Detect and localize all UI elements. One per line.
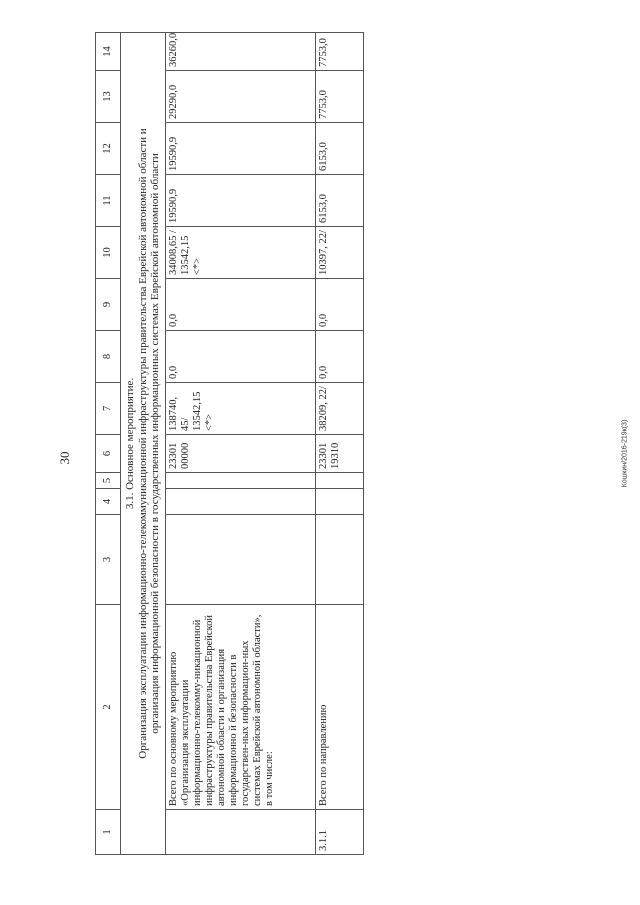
page-number: 30 [57, 451, 72, 465]
cell: 0,0 [165, 279, 315, 331]
col-header: 5 [96, 473, 121, 489]
col-header: 6 [96, 435, 121, 473]
cell: 7753,0 [315, 33, 363, 71]
table-row [165, 33, 315, 855]
section-heading [121, 33, 166, 855]
cell [315, 515, 363, 605]
budget-table [95, 32, 364, 855]
section-heading-row [121, 33, 166, 855]
col-header: 8 [96, 331, 121, 383]
cell: 36260,0 [165, 33, 315, 71]
cell: 0,0 [165, 331, 315, 383]
col-header: 14 [96, 33, 121, 71]
cell [165, 515, 315, 605]
cell [165, 489, 315, 515]
col-header: 2 [96, 605, 121, 810]
cell: 19590,9 [165, 123, 315, 175]
cell: 7753,0 [315, 71, 363, 123]
col-header: 4 [96, 489, 121, 515]
section-title: 3.1. Основное мероприятие. [124, 377, 136, 510]
col-header: 1 [96, 810, 121, 855]
cell: 138740, 45/ 13542,15 <*> [165, 383, 315, 435]
section-line-1: Организация эксплуатации информационно-телекоммуникационной инфраструктуры правительства Еврейской автономной области и [136, 128, 149, 759]
cell [315, 473, 363, 489]
cell: 38209, 22/ [315, 383, 363, 435]
cell [165, 473, 315, 489]
cell: 6153,0 [315, 123, 363, 175]
cell [315, 489, 363, 515]
col-header: 11 [96, 175, 121, 227]
rotated-table-wrapper [95, 32, 523, 855]
col-header: 3 [96, 515, 121, 605]
cell: 0,0 [315, 331, 363, 383]
cell: 0,0 [315, 279, 363, 331]
section-line-2: организация информационной безопасности в государственных информационных системах Еврейской автономной области [149, 153, 162, 734]
cell-code [165, 810, 315, 855]
table-row [315, 33, 363, 855]
cell-code: 3.1.1 [315, 810, 363, 855]
cell: 29290,0 [165, 71, 315, 123]
cell: 19590,9 [165, 175, 315, 227]
cell: 10397, 22/ [315, 227, 363, 279]
col-header: 9 [96, 279, 121, 331]
cell: 23301 19310 [315, 435, 363, 473]
header-row [96, 33, 121, 855]
footer-code: Кошкин/2016-219к(3) [621, 419, 629, 488]
col-header: 10 [96, 227, 121, 279]
cell-name: Всего по основному мероприятию «Организация эксплуатации информационно-телекомму-никационной инфраструктуры правительства Еврейской автономной области и организация информационно й безопасности в государствен-ных информацион-ных системах Еврейской автономной области», в том числе: [165, 605, 315, 810]
cell-name: Всего по направлению [315, 605, 363, 810]
cell: 34008,65 / 13542,15 <*> [165, 227, 315, 279]
col-header: 13 [96, 71, 121, 123]
col-header: 7 [96, 383, 121, 435]
col-header: 12 [96, 123, 121, 175]
cell: 6153,0 [315, 175, 363, 227]
cell: 23301 00000 [165, 435, 315, 473]
